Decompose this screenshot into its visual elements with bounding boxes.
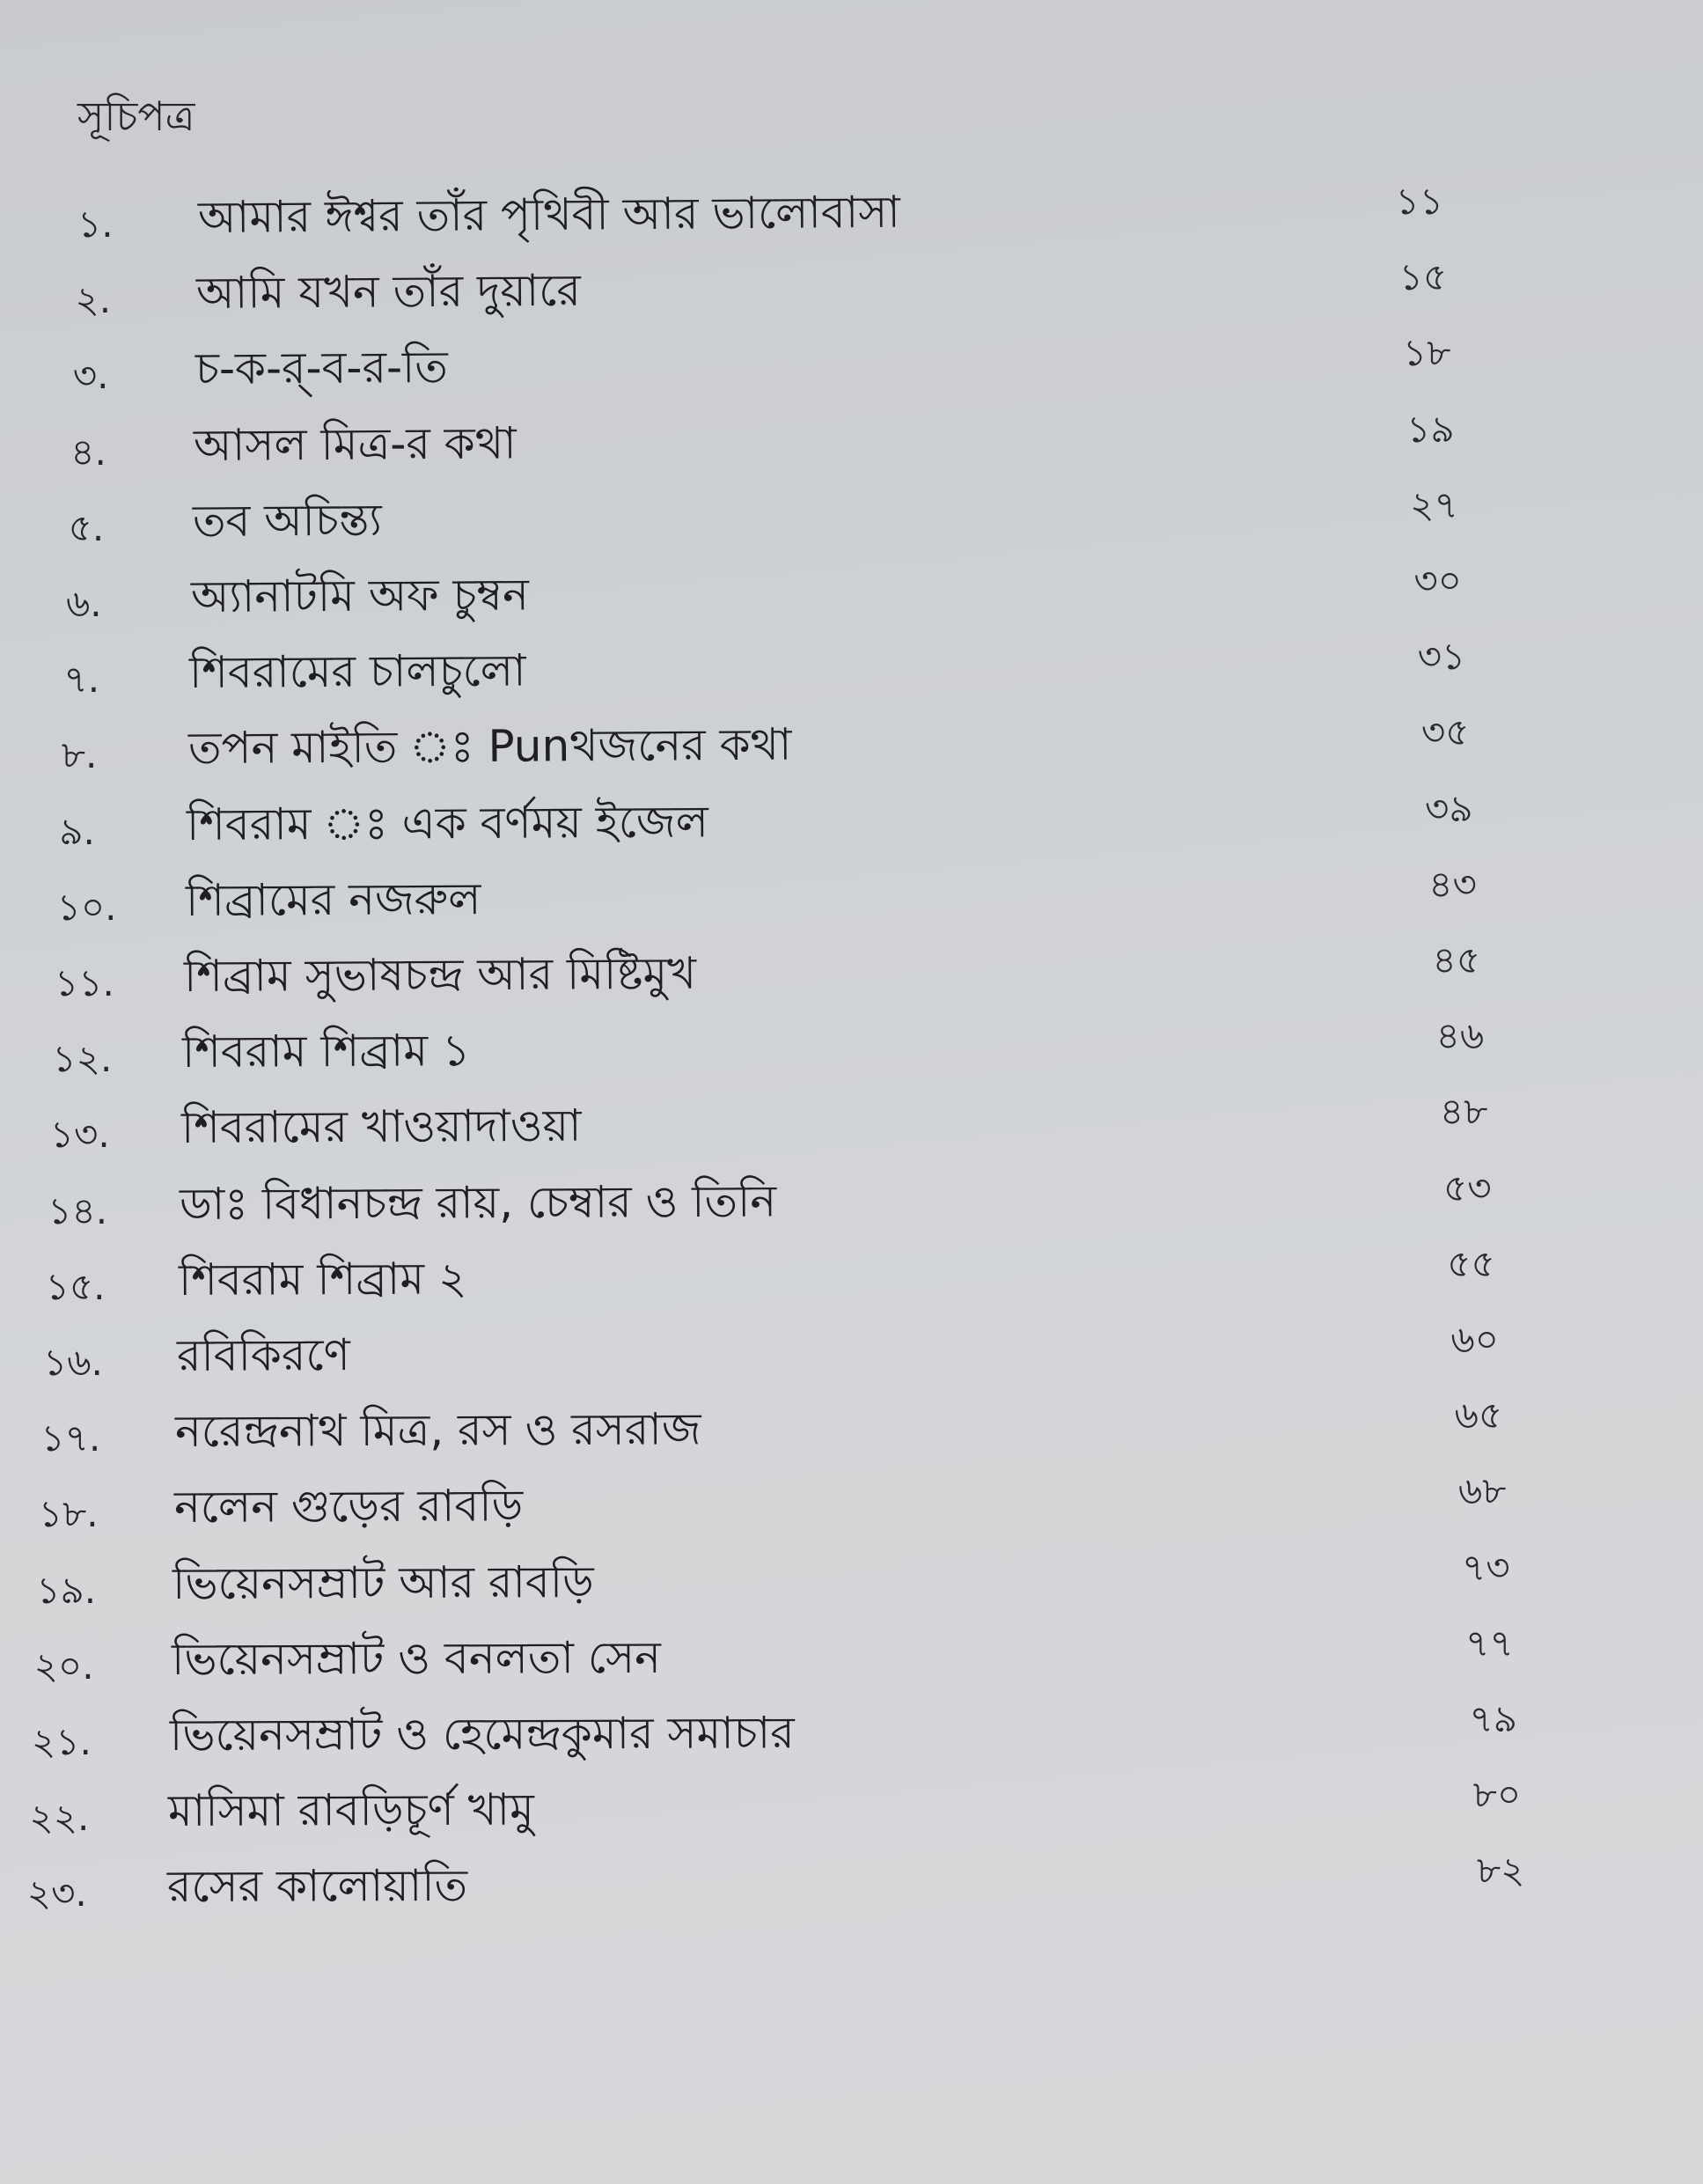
entry-number: ১৭. xyxy=(40,1416,101,1460)
entry-page-number: ৫৩ xyxy=(1443,1166,1492,1210)
toc-entry xyxy=(0,407,1703,476)
toc-entry xyxy=(0,255,1703,324)
entry-number: ৫. xyxy=(68,505,105,549)
toc-entry xyxy=(0,862,1703,931)
entry-number: ৯. xyxy=(59,809,95,853)
entry-number: ১৬. xyxy=(43,1341,103,1384)
entry-number: ১৪. xyxy=(48,1188,108,1232)
toc-entry xyxy=(0,331,1703,400)
entry-title: শিবরাম শিব্রাম ২ xyxy=(178,1253,467,1305)
entry-title: শিবরাম ঃ এক বর্ণময় ইজেল xyxy=(187,795,709,850)
entry-page-number: ৪৬ xyxy=(1435,1014,1485,1058)
toc-entry xyxy=(0,938,1703,1007)
entry-number: ১১. xyxy=(55,961,114,1004)
entry-number: ১৩. xyxy=(49,1113,110,1157)
entry-number: ৪. xyxy=(70,430,106,474)
entry-title: শিবরাম শিব্রাম ১ xyxy=(182,1025,471,1078)
entry-title: আমি যখন তাঁর দুয়ারে xyxy=(196,264,582,320)
entry-number: ১৫. xyxy=(45,1264,106,1308)
entry-number: ১. xyxy=(77,202,114,246)
toc-entry xyxy=(0,1545,1703,1614)
toc-entry xyxy=(0,635,1703,703)
toc-entry xyxy=(0,482,1703,552)
toc-entry xyxy=(0,1621,1703,1690)
entry-page-number: ৮০ xyxy=(1472,1773,1522,1817)
entry-page-number: ৭৩ xyxy=(1461,1545,1510,1589)
toc-entry xyxy=(0,1393,1703,1462)
entry-page-number: ৮২ xyxy=(1476,1849,1525,1893)
entry-title: রসের কালোয়াতি xyxy=(166,1860,468,1913)
entry-page-number: ৪৩ xyxy=(1428,862,1477,906)
entry-page-number: ৬০ xyxy=(1450,1318,1499,1361)
entry-page-number: ৩১ xyxy=(1417,635,1466,679)
entry-title: শিবরামের খাওয়াদাওয়া xyxy=(180,1099,582,1154)
entry-page-number: ৩৫ xyxy=(1420,710,1470,754)
toc-entry xyxy=(0,1090,1703,1158)
entry-number: ১৮. xyxy=(38,1492,99,1536)
entry-number: ১২. xyxy=(52,1037,113,1081)
toc-entry xyxy=(0,559,1703,628)
entry-title: চ-ক-র্-ব-র-তি xyxy=(195,342,448,395)
toc-entry xyxy=(0,180,1703,248)
entry-title: শিব্রামের নজরুল xyxy=(185,872,481,926)
entry-page-number: ৭৯ xyxy=(1469,1697,1517,1740)
entry-title: তপন মাইতি ঃ Punথজনের কথা xyxy=(187,719,792,775)
entry-title: নলেন গুড়ের রাবড়ি xyxy=(173,1480,524,1533)
entry-title: ডাঃ বিধানচন্দ্র রায়, চেম্বার ও তিনি xyxy=(180,1175,777,1230)
entry-title: শিব্রাম সুভাষচন্দ্র আর মিষ্টিমুখ xyxy=(183,947,697,1002)
page-heading: সূচিপত্র xyxy=(77,92,195,140)
toc-entry xyxy=(0,1014,1703,1083)
entry-page-number: ৩৯ xyxy=(1425,786,1473,830)
entry-title: ভিয়েনসম্রাট আর রাবড়ি xyxy=(173,1555,595,1609)
entry-title: অ্যানাটমি অফ চুম্বন xyxy=(190,569,530,622)
entry-number: ১৯. xyxy=(36,1568,97,1612)
entry-page-number: ২৭ xyxy=(1410,482,1458,526)
entry-number: ১০. xyxy=(56,885,117,929)
entry-page-number: ৬৮ xyxy=(1457,1469,1507,1513)
entry-title: নরেন্দ্রনাথ মিত্র, রস ও রসরাজ xyxy=(175,1403,701,1458)
entry-number: ২১. xyxy=(32,1720,92,1763)
entry-title: রবিকিরণে xyxy=(176,1329,350,1381)
entry-page-number: ১৫ xyxy=(1398,255,1448,299)
entry-title: তব অচিন্ত্য xyxy=(192,494,382,547)
toc-entry xyxy=(0,1773,1703,1842)
entry-number: ২. xyxy=(75,278,112,322)
entry-title: আসল মিত্র-র কথা xyxy=(193,416,517,471)
toc-entry xyxy=(0,1166,1703,1235)
entry-page-number: ১৮ xyxy=(1402,331,1451,375)
entry-page-number: ৪৮ xyxy=(1439,1090,1488,1134)
entry-number: ২০. xyxy=(33,1644,94,1688)
entry-page-number: ১৯ xyxy=(1406,407,1455,451)
entry-title: শিবরামের চালচুলো xyxy=(189,644,527,699)
entry-title: ভিয়েনসম্রাট ও বনলতা সেন xyxy=(171,1631,661,1685)
entry-page-number: ৪৫ xyxy=(1432,938,1480,982)
entry-page-number: ৫৫ xyxy=(1447,1241,1495,1285)
toc-entry xyxy=(0,1241,1703,1311)
entry-title: ভিয়েনসম্রাট ও হেমেন্দ্রকুমার সমাচার xyxy=(169,1707,795,1761)
entry-page-number: ৬৫ xyxy=(1454,1393,1503,1438)
entry-number: ২৩. xyxy=(26,1871,87,1916)
entry-page-number: ১১ xyxy=(1395,180,1443,223)
toc-entry xyxy=(0,1469,1703,1538)
entry-number: ৬. xyxy=(66,582,102,625)
entry-title: আমার ঈশ্বর তাঁর পৃথিবী আর ভালোবাসা xyxy=(197,186,901,243)
entry-number: ৩. xyxy=(72,354,109,398)
toc-entry xyxy=(0,1697,1703,1766)
entry-number: ২২. xyxy=(29,1796,90,1840)
toc-entry xyxy=(0,1849,1703,1917)
toc-entry xyxy=(0,1318,1703,1386)
toc-entry xyxy=(0,786,1703,856)
entry-page-number: ৩০ xyxy=(1413,559,1462,602)
toc-entry xyxy=(0,710,1703,779)
entry-title: মাসিমা রাবড়িচূর্ণ খামু xyxy=(168,1783,535,1837)
entry-page-number: ৭৭ xyxy=(1465,1621,1514,1665)
entry-number: ৮. xyxy=(61,733,98,777)
entry-number: ৭. xyxy=(63,658,100,702)
